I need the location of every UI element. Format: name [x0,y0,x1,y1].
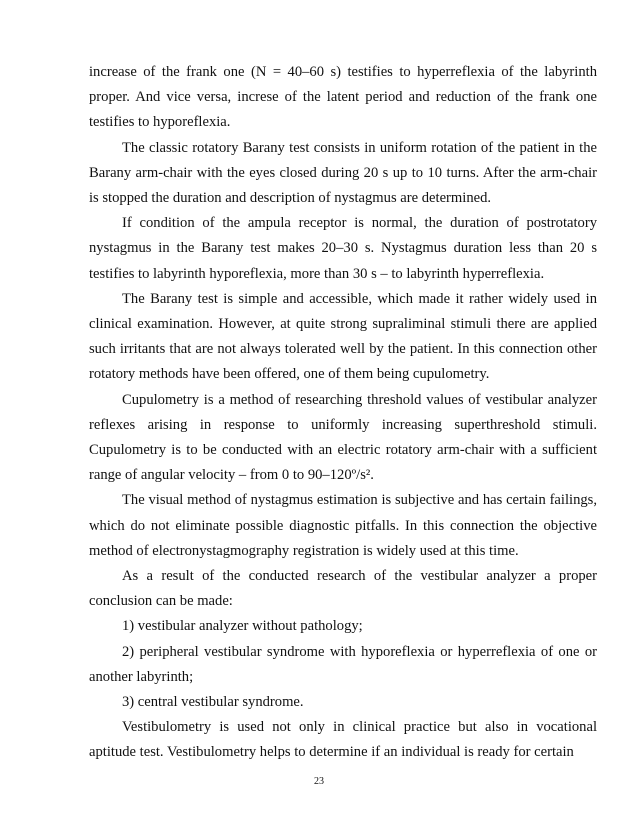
paragraph-4: The Barany test is simple and accessible, which made it rather widely used in clinical examination. However, at quite strong supraliminal stimuli there are applied such irritants that are not always tolerated well by the patient. In this connection other rotatory methods have been offered, one of them being cupulometry. [89,290,597,383]
list-item-3: 3) central vestibular syndrome. [122,694,304,711]
paragraph-8: Vestibulometry is used not only in clinical practice but also in vocational aptitude test. Vestibulometry helps to determine if an individual is ready for certain [89,719,597,761]
list-item-2: 2) peripheral vestibular syndrome with hyporeflexia or hyperreflexia of one or another labyrinth; [89,643,597,685]
body-text [89,60,597,766]
paragraph-1: increase of the frank one (N = 40–60 s) testifies to hyperreflexia of the labyrinth proper. And vice versa, increse of the latent period and reduction of the frank one testifies to hyporeflexia. [89,64,597,131]
page-number: 23 [314,776,324,787]
paragraph-5: Cupulometry is a method of researching threshold values of vestibular analyzer reflexes arising in response to uniformly increasing superthreshold stimuli. Cupulometry is to be conducted with an electric rotatory arm-chair with a sufficient range of angular velocity – from 0 to 90–120º/s². [89,391,597,484]
paragraph-3: If condition of the ampula receptor is normal, the duration of postrotatory nystagmus in the Barany test makes 20–30 s. Nystagmus duration less than 20 s testifies to labyrinth hyporeflexia, more than 30 s – to labyrinth hyperreflexia. [89,215,597,282]
paragraph-2: The classic rotatory Barany test consists in uniform rotation of the patient in the Barany arm-chair with the eyes closed during 20 s up to 10 turns. After the arm-chair is stopped the duration and description of nystagmus are determined. [89,139,597,207]
paragraph-7: As a result of the conducted research of the vestibular analyzer a proper conclusion can be made: [89,568,597,610]
list-item-1: 1) vestibular analyzer without pathology; [122,618,363,635]
paragraph-6: The visual method of nystagmus estimation is subjective and has certain failings, which do not eliminate possible diagnostic pitfalls. In this connection the objective method of electronystagmography registration is widely used at this time. [89,492,597,559]
